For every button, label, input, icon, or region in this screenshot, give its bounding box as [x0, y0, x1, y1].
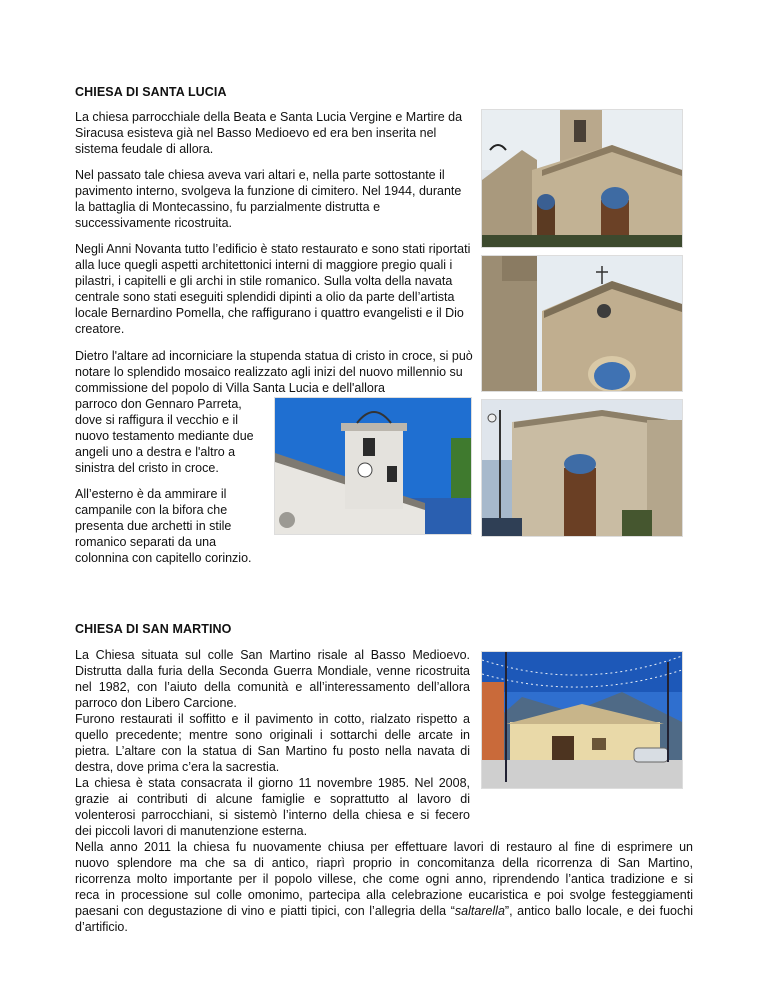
photo-san-martino-church: [481, 651, 683, 789]
paragraph-5: All’esterno è da ammirare il campanile con la bifora che presenta due archetti in stile romanico separati da una colonnina con capitello corinzio.: [75, 487, 252, 565]
photo-bell-tower: [274, 397, 472, 535]
paragraph-4-continued: parroco don Gennaro Parreta, dove si raffigura il vecchio e il nuovo testamento mediante due angeli uno a destra e l'altro a sinistra del cristo in croce.: [75, 397, 254, 475]
paragraph-3: Negli Anni Novanta tutto l’edificio è stato restaurato e sono stati riportati alla luce quegli aspetti architettonici interni di maggiore pregio quali i pilastri, i capitelli e gli archi in stile romanico. Sulla volta della navata centrale sono stati eseguiti splendidi dipinti a olio da parte dell’artista locale Bernardino Pomella, che raffigurano i quattro evangelisti e il Dio creatore.: [75, 242, 471, 336]
paragraph-san-martino-wide: Nella anno 2011 la chiesa fu nuovamente chiusa per effettuare lavori di restauro al fine di esprimere un nuovo splendore ma che sa di antico, riaprì proprio in concomitanza della ricorrenza di San Martino, ricorrenza molto importante per il popolo villese, che come ogni anno, riprendendo l’antica tradizione e si reca in processione sul colle omonimo, partecipa alla celebrazione eucaristica e poi svolge festeggiamenti paesani con degustazione di vino e piatti tipici, con l’allegria della “saltarella”, antico ballo locale, e dei fuochi d’artificio.: [75, 840, 693, 934]
photo-santa-lucia-mosaic-facade: [481, 255, 683, 392]
paragraph-4: Dietro l'altare ad incorniciare la stupenda statua di cristo in croce, si può notare lo splendido mosaico realizzato agli inizi del nuovo millennio su commissione del popolo di Villa Santa Lucia e dell'allora: [75, 349, 473, 395]
photo-santa-lucia-facade: [481, 109, 683, 248]
paragraph-san-martino: La Chiesa situata sul colle San Martino risale al Basso Medioevo. Distrutta dalla furia della Seconda Guerra Mondiale, venne ricostruita nel 1982, con l’aiuto della comunità e all’interessamento dell’allora parroco don Libero Carcione. Furono restaurati il soffitto e il pavimento in cotto, rialzato rispetto a quello precedente; mentre sono originali i sottarchi delle arcate in pietra. L’altare con la statua di San Martino fu posto nella navata di destra, dove prima c’era la sacrestia. La chiesa è stata consacrata il giorno 11 novembre 1985. Nel 2008, grazie ai contributi di alcune famiglie e soprattutto al lavoro di volenterosi parrocchiani, si sistemò l’interno della chiesa e si fecero dei piccoli lavori di manutenzione esterna.: [75, 648, 470, 838]
photo-church-entrance: [481, 399, 683, 537]
paragraph-1: La chiesa parrocchiale della Beata e Santa Lucia Vergine e Martire da Siracusa esisteva già nel Basso Medioevo ed era ben inserita nel sistema feudale di allora.: [75, 110, 463, 156]
section-title-san-martino: CHIESA DI SAN MARTINO: [75, 622, 232, 636]
paragraph-2: Nel passato tale chiesa aveva vari altari e, nella parte sottostante il pavimento interno, svolgeva la funzione di cimitero. Nel 1944, durante la battaglia di Montecassino, fu parzialmente distrutta e successivamente ricostruita.: [75, 168, 462, 230]
section-title-santa-lucia: CHIESA DI SANTA LUCIA: [75, 85, 227, 99]
